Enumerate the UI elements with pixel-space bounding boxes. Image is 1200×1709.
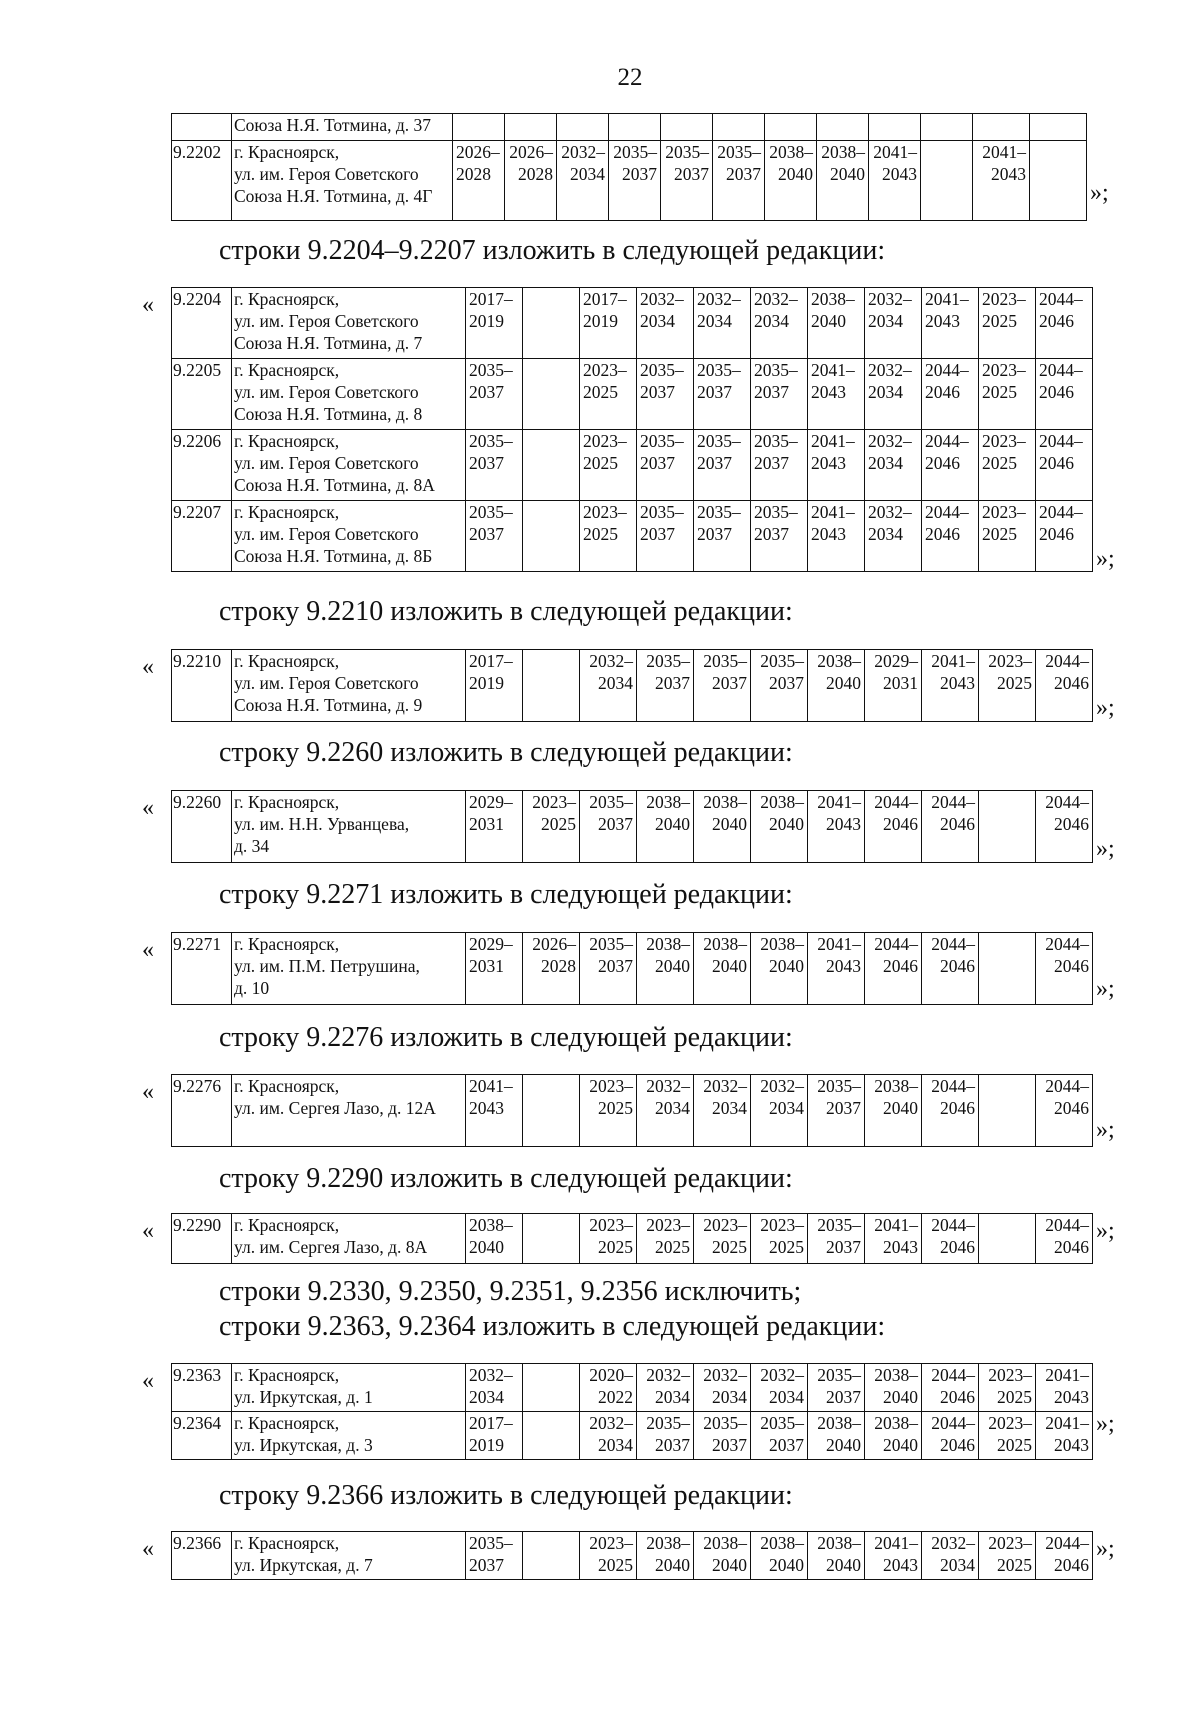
table-row	[172, 1075, 1093, 1147]
close-quote: »;	[1096, 546, 1115, 572]
address-cell: г. Красноярск, ул. им. Героя Советского Союза Н.Я. Тотмина, д. 4Г	[232, 141, 453, 221]
table-row	[172, 791, 1093, 863]
close-quote: »;	[1096, 1411, 1115, 1437]
period-cell	[523, 501, 580, 572]
schedule-table	[171, 1074, 1093, 1147]
period-cell: 2038– 2040	[751, 1532, 808, 1580]
period-cell: 2035– 2037	[751, 430, 808, 501]
period-cell	[505, 114, 557, 141]
address-cell: г. Красноярск, ул. им. Героя Советского Союза Н.Я. Тотмина, д. 7	[232, 288, 466, 359]
table-row	[172, 141, 1087, 221]
period-cell	[979, 933, 1036, 1005]
period-cell: 2035– 2037	[713, 141, 765, 221]
period-cell	[557, 114, 609, 141]
address-cell: Союза Н.Я. Тотмина, д. 37	[232, 114, 453, 141]
period-cell: 2023– 2025	[979, 359, 1036, 430]
schedule-table	[171, 790, 1093, 863]
schedule-table	[171, 1363, 1093, 1460]
period-cell: 2044– 2046	[1036, 288, 1093, 359]
period-cell: 2023– 2025	[580, 1075, 637, 1147]
period-cell: 2041– 2043	[808, 501, 865, 572]
period-cell: 2044– 2046	[922, 1364, 979, 1412]
close-quote: »;	[1096, 695, 1115, 721]
period-cell: 2041– 2043	[869, 141, 921, 221]
address-cell: г. Красноярск, ул. Иркутская, д. 1	[232, 1364, 466, 1412]
section-instruction: строку 9.2210 изложить в следующей редакции:	[219, 596, 793, 627]
period-cell: 2035– 2037	[466, 359, 523, 430]
address-cell: г. Красноярск, ул. им. Сергея Лазо, д. 12А	[232, 1075, 466, 1147]
period-cell: 2023– 2025	[979, 1364, 1036, 1412]
period-cell: 2041– 2043	[808, 430, 865, 501]
row-number: 9.2204	[172, 288, 232, 359]
period-cell	[523, 288, 580, 359]
period-cell: 2035– 2037	[466, 430, 523, 501]
period-cell: 2032– 2034	[751, 1075, 808, 1147]
table-row	[172, 650, 1093, 722]
period-cell: 2038– 2040	[694, 791, 751, 863]
period-cell: 2038– 2040	[808, 1412, 865, 1460]
table-row	[172, 359, 1093, 430]
table-row	[172, 1412, 1093, 1460]
period-cell	[523, 1214, 580, 1264]
period-cell: 2041– 2043	[808, 933, 865, 1005]
period-cell	[523, 1075, 580, 1147]
schedule-table	[171, 649, 1093, 722]
close-quote: »;	[1096, 1536, 1115, 1562]
period-cell	[453, 114, 505, 141]
period-cell: 2035– 2037	[694, 1412, 751, 1460]
period-cell	[979, 1075, 1036, 1147]
period-cell: 2029– 2031	[466, 791, 523, 863]
period-cell: 2038– 2040	[637, 933, 694, 1005]
period-cell: 2044– 2046	[1036, 650, 1093, 722]
period-cell: 2035– 2037	[694, 501, 751, 572]
section-instruction: строки 9.2330, 9.2350, 9.2351, 9.2356 исключить;	[219, 1276, 802, 1307]
period-cell: 2041– 2043	[808, 359, 865, 430]
period-cell: 2032– 2034	[466, 1364, 523, 1412]
period-cell: 2035– 2037	[808, 1364, 865, 1412]
period-cell: 2029– 2031	[466, 933, 523, 1005]
schedule-table	[171, 113, 1087, 221]
period-cell: 2044– 2046	[1036, 1214, 1093, 1264]
open-quote: «	[142, 937, 154, 963]
row-number: 9.2276	[172, 1075, 232, 1147]
period-cell: 2044– 2046	[1036, 791, 1093, 863]
period-cell: 2032– 2034	[637, 1075, 694, 1147]
period-cell: 2035– 2037	[637, 650, 694, 722]
period-cell: 2023– 2025	[751, 1214, 808, 1264]
address-cell: г. Красноярск, ул. Иркутская, д. 7	[232, 1532, 466, 1580]
period-cell	[523, 1532, 580, 1580]
period-cell	[1030, 114, 1087, 141]
open-quote: «	[142, 1536, 154, 1562]
period-cell: 2038– 2040	[751, 933, 808, 1005]
period-cell: 2023– 2025	[979, 650, 1036, 722]
schedule-table	[171, 1213, 1093, 1264]
period-cell: 2038– 2040	[466, 1214, 523, 1264]
period-cell	[921, 141, 973, 221]
row-number: 9.2290	[172, 1214, 232, 1264]
period-cell: 2023– 2025	[580, 359, 637, 430]
row-number	[172, 114, 232, 141]
period-cell: 2035– 2037	[609, 141, 661, 221]
period-cell	[523, 430, 580, 501]
table-row	[172, 288, 1093, 359]
period-cell: 2032– 2034	[694, 1075, 751, 1147]
period-cell: 2023– 2025	[637, 1214, 694, 1264]
close-quote: »;	[1096, 836, 1115, 862]
period-cell: 2035– 2037	[808, 1214, 865, 1264]
address-cell: г. Красноярск, ул. им. Героя Советского Союза Н.Я. Тотмина, д. 8А	[232, 430, 466, 501]
period-cell	[523, 1412, 580, 1460]
period-cell: 2035– 2037	[751, 501, 808, 572]
address-cell: г. Красноярск, ул. им. Героя Советского Союза Н.Я. Тотмина, д. 8Б	[232, 501, 466, 572]
period-cell: 2032– 2034	[637, 288, 694, 359]
period-cell: 2032– 2034	[557, 141, 609, 221]
period-cell: 2035– 2037	[466, 1532, 523, 1580]
period-cell: 2038– 2040	[865, 1364, 922, 1412]
period-cell: 2035– 2037	[808, 1075, 865, 1147]
period-cell: 2038– 2040	[808, 288, 865, 359]
row-number: 9.2210	[172, 650, 232, 722]
page-number: 22	[617, 64, 643, 91]
period-cell: 2035– 2037	[751, 359, 808, 430]
period-cell: 2032– 2034	[865, 430, 922, 501]
period-cell: 2038– 2040	[865, 1412, 922, 1460]
period-cell: 2038– 2040	[637, 1532, 694, 1580]
period-cell: 2035– 2037	[751, 1412, 808, 1460]
period-cell	[765, 114, 817, 141]
period-cell: 2041– 2043	[1036, 1364, 1093, 1412]
period-cell: 2041– 2043	[922, 650, 979, 722]
period-cell: 2023– 2025	[580, 430, 637, 501]
table-row	[172, 114, 1087, 141]
address-cell: г. Красноярск, ул. им. Н.Н. Урванцева, д. 34	[232, 791, 466, 863]
period-cell: 2023– 2025	[580, 1214, 637, 1264]
period-cell: 2041– 2043	[973, 141, 1030, 221]
period-cell: 2044– 2046	[922, 1412, 979, 1460]
period-cell: 2035– 2037	[580, 791, 637, 863]
period-cell: 2044– 2046	[1036, 430, 1093, 501]
period-cell: 2023– 2025	[580, 501, 637, 572]
period-cell: 2035– 2037	[637, 359, 694, 430]
period-cell	[869, 114, 921, 141]
row-number: 9.2271	[172, 933, 232, 1005]
period-cell: 2044– 2046	[922, 1075, 979, 1147]
row-number: 9.2202	[172, 141, 232, 221]
period-cell: 2038– 2040	[808, 1532, 865, 1580]
period-cell: 2044– 2046	[922, 1214, 979, 1264]
period-cell: 2032– 2034	[637, 1364, 694, 1412]
close-quote: »;	[1096, 976, 1115, 1002]
period-cell: 2044– 2046	[1036, 1532, 1093, 1580]
period-cell: 2044– 2046	[865, 791, 922, 863]
section-instruction: строку 9.2366 изложить в следующей редакции:	[219, 1480, 793, 1511]
period-cell: 2035– 2037	[694, 430, 751, 501]
section-instruction: строку 9.2271 изложить в следующей редакции:	[219, 879, 793, 910]
close-quote: »;	[1090, 180, 1109, 206]
table-row	[172, 430, 1093, 501]
period-cell	[979, 1214, 1036, 1264]
period-cell: 2044– 2046	[1036, 1075, 1093, 1147]
period-cell	[1030, 141, 1087, 221]
period-cell: 2035– 2037	[580, 933, 637, 1005]
row-number: 9.2205	[172, 359, 232, 430]
period-cell: 2023– 2025	[979, 501, 1036, 572]
period-cell: 2035– 2037	[637, 1412, 694, 1460]
period-cell: 2044– 2046	[1036, 933, 1093, 1005]
row-number: 9.2206	[172, 430, 232, 501]
address-cell: г. Красноярск, ул. им. П.М. Петрушина, д. 10	[232, 933, 466, 1005]
period-cell: 2026– 2028	[523, 933, 580, 1005]
period-cell	[817, 114, 869, 141]
open-quote: «	[142, 795, 154, 821]
close-quote: »;	[1096, 1218, 1115, 1244]
period-cell: 2041– 2043	[865, 1214, 922, 1264]
period-cell: 2032– 2034	[580, 650, 637, 722]
address-cell: г. Красноярск, ул. им. Сергея Лазо, д. 8А	[232, 1214, 466, 1264]
close-quote: »;	[1096, 1117, 1115, 1143]
period-cell: 2032– 2034	[865, 288, 922, 359]
period-cell: 2044– 2046	[922, 501, 979, 572]
table-row	[172, 1364, 1093, 1412]
period-cell: 2023– 2025	[580, 1532, 637, 1580]
address-cell: г. Красноярск, ул. им. Героя Советского Союза Н.Я. Тотмина, д. 9	[232, 650, 466, 722]
period-cell: 2044– 2046	[922, 791, 979, 863]
period-cell: 2035– 2037	[694, 650, 751, 722]
row-number: 9.2207	[172, 501, 232, 572]
period-cell: 2041– 2043	[922, 288, 979, 359]
period-cell: 2032– 2034	[694, 1364, 751, 1412]
period-cell: 2026– 2028	[505, 141, 557, 221]
period-cell: 2038– 2040	[637, 791, 694, 863]
open-quote: «	[142, 654, 154, 680]
period-cell: 2038– 2040	[817, 141, 869, 221]
period-cell: 2038– 2040	[694, 933, 751, 1005]
period-cell: 2041– 2043	[865, 1532, 922, 1580]
table-row	[172, 1532, 1093, 1580]
period-cell: 2032– 2034	[580, 1412, 637, 1460]
period-cell	[609, 114, 661, 141]
period-cell: 2023– 2025	[979, 430, 1036, 501]
period-cell	[921, 114, 973, 141]
section-instruction: строки 9.2204–9.2207 изложить в следующей редакции:	[219, 235, 886, 266]
period-cell: 2023– 2025	[694, 1214, 751, 1264]
open-quote: «	[142, 1368, 154, 1394]
open-quote: «	[142, 1079, 154, 1105]
period-cell: 2041– 2043	[466, 1075, 523, 1147]
period-cell: 2017– 2019	[466, 650, 523, 722]
section-instruction: строку 9.2260 изложить в следующей редакции:	[219, 737, 793, 768]
period-cell: 2038– 2040	[808, 650, 865, 722]
period-cell: 2038– 2040	[694, 1532, 751, 1580]
row-number: 9.2366	[172, 1532, 232, 1580]
period-cell: 2044– 2046	[1036, 501, 1093, 572]
period-cell: 2044– 2046	[1036, 359, 1093, 430]
period-cell: 2023– 2025	[523, 791, 580, 863]
period-cell: 2020– 2022	[580, 1364, 637, 1412]
table-row	[172, 1214, 1093, 1264]
period-cell	[523, 650, 580, 722]
period-cell	[979, 791, 1036, 863]
period-cell: 2038– 2040	[865, 1075, 922, 1147]
period-cell: 2044– 2046	[865, 933, 922, 1005]
address-cell: г. Красноярск, ул. Иркутская, д. 3	[232, 1412, 466, 1460]
address-cell: г. Красноярск, ул. им. Героя Советского Союза Н.Я. Тотмина, д. 8	[232, 359, 466, 430]
period-cell	[973, 114, 1030, 141]
period-cell: 2038– 2040	[765, 141, 817, 221]
schedule-table	[171, 1531, 1093, 1580]
period-cell: 2044– 2046	[922, 430, 979, 501]
period-cell: 2023– 2025	[979, 288, 1036, 359]
schedule-table	[171, 932, 1093, 1005]
section-instruction: строки 9.2363, 9.2364 изложить в следующей редакции:	[219, 1311, 886, 1342]
period-cell: 2026– 2028	[453, 141, 505, 221]
period-cell: 2032– 2034	[694, 288, 751, 359]
period-cell	[523, 1364, 580, 1412]
period-cell: 2035– 2037	[466, 501, 523, 572]
period-cell: 2044– 2046	[922, 933, 979, 1005]
period-cell: 2035– 2037	[694, 359, 751, 430]
open-quote: «	[142, 292, 154, 318]
period-cell: 2032– 2034	[751, 288, 808, 359]
period-cell: 2035– 2037	[637, 430, 694, 501]
period-cell: 2017– 2019	[466, 1412, 523, 1460]
row-number: 9.2364	[172, 1412, 232, 1460]
period-cell: 2041– 2043	[808, 791, 865, 863]
period-cell	[661, 114, 713, 141]
period-cell	[523, 359, 580, 430]
period-cell: 2017– 2019	[580, 288, 637, 359]
period-cell: 2038– 2040	[751, 791, 808, 863]
section-instruction: строку 9.2276 изложить в следующей редакции:	[219, 1022, 793, 1053]
table-row	[172, 501, 1093, 572]
period-cell: 2029– 2031	[865, 650, 922, 722]
period-cell: 2023– 2025	[979, 1532, 1036, 1580]
period-cell: 2032– 2034	[751, 1364, 808, 1412]
period-cell: 2032– 2034	[922, 1532, 979, 1580]
section-instruction: строку 9.2290 изложить в следующей редакции:	[219, 1163, 793, 1194]
period-cell: 2041– 2043	[1036, 1412, 1093, 1460]
row-number: 9.2260	[172, 791, 232, 863]
period-cell	[713, 114, 765, 141]
period-cell: 2023– 2025	[979, 1412, 1036, 1460]
open-quote: «	[142, 1218, 154, 1244]
row-number: 9.2363	[172, 1364, 232, 1412]
period-cell: 2035– 2037	[751, 650, 808, 722]
table-row	[172, 933, 1093, 1005]
schedule-table	[171, 287, 1093, 572]
period-cell: 2044– 2046	[922, 359, 979, 430]
period-cell: 2017– 2019	[466, 288, 523, 359]
period-cell: 2032– 2034	[865, 501, 922, 572]
period-cell: 2032– 2034	[865, 359, 922, 430]
period-cell: 2035– 2037	[637, 501, 694, 572]
period-cell: 2035– 2037	[661, 141, 713, 221]
